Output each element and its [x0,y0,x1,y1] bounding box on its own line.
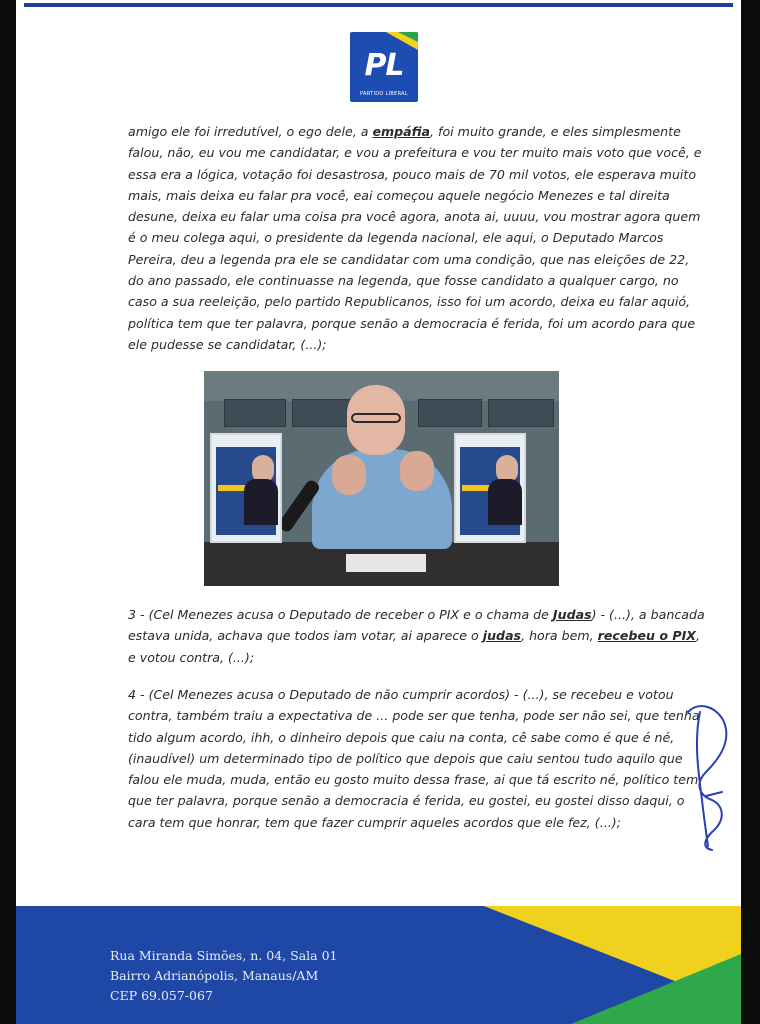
address-line-1: Rua Miranda Simões, n. 04, Sala 01 [110,948,338,963]
footer-address [110,946,337,1006]
emphasis-judas: Judas [552,607,592,622]
logo-subtitle: PARTIDO LIBERAL [360,91,408,97]
top-rule [24,3,733,7]
emphasis-empafia: empáfia [372,124,431,139]
address-line-2: Bairro Adrianópolis, Manaus/AM [110,968,319,983]
poster-frame-right [454,433,526,543]
paragraph-transcript-1: amigo ele foi irredutível, o ego dele, a empáfia, foi muito grande, e eles simplesmente falou, não, eu vou me candidatar, e vou a prefeitura e vou ter muito mais voto que você, e essa era a lógica, votação foi desastrosa, pouco mais de 70 mil votos, ele esperava muito mais, mais deixa eu falar pra você, eai começou aquele negócio Menezes e tal direita desune, deixa eu falar uma coisa pra você agora, anota ai, uuuu, vou mostrar agora quem é o meu colega aqui, o presidente da legenda nacional, ele aqui, o Deputado Marcos Pereira, deu a legenda pra ele se candidatar com uma condição, que nas eleições de 22, do ano passado, ele continuasse na legenda, que fosse candidato a qualquer cargo, no caso a sua reeleição, pelo partido Republicanos, isso foi um acordo, deixa eu falar aquió, política tem que ter palavra, porque senão a democracia é ferida, foi um acordo para que ele pudesse se candidatar, (...); [128,124,702,352]
poster-frame-left [210,433,282,543]
emphasis-judas-lower: judas [482,628,522,644]
logo-letters: PL [364,48,404,83]
address-line-3: CEP 69.057-067 [110,988,213,1003]
document-page [16,0,741,1024]
footer-banner [16,906,741,1024]
paragraph-item-4: 4 - (Cel Menezes acusa o Deputado de não cumprir acordos) - (...), se recebeu e votou contra, também traiu a expectativa de ... pode ser que tenha, pode ser não sei, que tenha tido algum acordo, ihh, o dinheiro depois que caiu na conta, cê sabe como é que é né, (inaudível) um determinado tipo de político que depois que caiu sentou tudo aquilo que falou ele muda, muda, então eu gosto muito dessa frase, ai que tá escrito né, político tem que ter palavra, porque senão a democracia é ferida, eu gostei, eu gostei disso daqui, o cara tem que honrar, tem que fazer cumprir aqueles acordos que ele fez, (...); [128,687,700,830]
emphasis-recebeu-pix: recebeu o PIX [597,628,696,644]
party-logo [350,32,418,102]
video-still-photo [204,371,559,586]
paragraph-item-3: 3 - (Cel Menezes acusa o Deputado de receber o PIX e o chama de Judas) - (...), a bancada estava unida, achava que todos iam votar, ai aparece o judas, hora bem, recebeu o PIX, e votou contra, (...); [128,607,705,665]
